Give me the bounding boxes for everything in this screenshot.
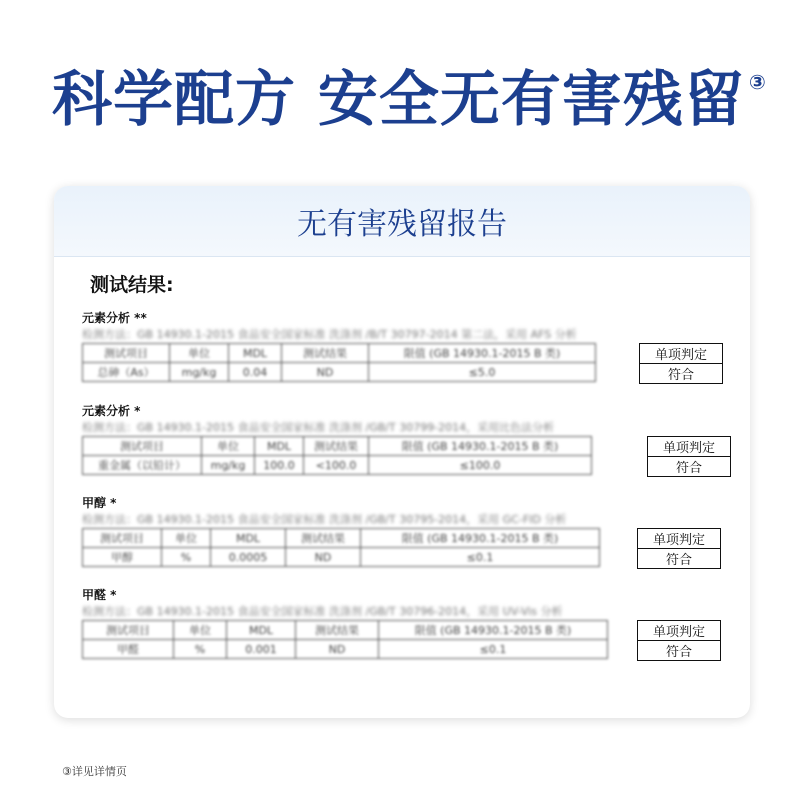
table-cell: 测试结果 (282, 344, 369, 363)
judgment-table (637, 620, 721, 661)
test-section-methanol (82, 494, 732, 570)
test-method: 检测方法：GB 14930.1-2015 食品安全国家标准 洗涤剂 /GB/T 30799-2014，采用比色法分析 (82, 421, 555, 434)
table-cell: MDL (227, 621, 296, 640)
table-cell: 限值 (GB 14930.1-2015 B 类) (369, 437, 592, 456)
results-label: 测试结果: (90, 274, 174, 296)
table-cell: 测试项目 (83, 621, 174, 640)
table-cell: 单位 (174, 621, 227, 640)
test-section-arsenic (82, 309, 732, 385)
table-cell: 测试项目 (83, 344, 170, 363)
table-cell: ≤0.1 (361, 548, 600, 567)
footnote-marker: ③ (748, 70, 766, 94)
table-cell: 0.001 (227, 640, 296, 659)
result-grid (82, 343, 732, 385)
table-cell: 单位 (202, 437, 255, 456)
table-cell: 0.04 (229, 363, 282, 382)
judgment-value: 符合 (648, 457, 731, 477)
test-section-heavy-metal (82, 402, 732, 478)
table-cell: ND (296, 640, 379, 659)
test-method: 检测方法：GB 14930.1-2015 食品安全国家标准 洗涤剂 /B/T 30797-2014 第二法，采用 AFS 分析 (82, 328, 577, 341)
test-section-formaldehyde (82, 586, 732, 662)
table-cell: 测试项目 (83, 437, 202, 456)
table-row (83, 363, 596, 382)
table-cell: 测试结果 (304, 437, 369, 456)
judgment-table (647, 436, 731, 477)
table-cell: 限值 (GB 14930.1-2015 B 类) (361, 529, 600, 548)
table-cell: 100.0 (255, 456, 304, 475)
result-grid (82, 528, 732, 570)
table-cell: MDL (255, 437, 304, 456)
result-table (82, 343, 596, 382)
judgment-value: 符合 (638, 641, 721, 661)
table-cell: 测试结果 (296, 621, 379, 640)
result-table (82, 436, 592, 475)
table-header-row (83, 344, 596, 363)
table-cell: MDL (211, 529, 286, 548)
judgment-value: 符合 (640, 364, 723, 384)
test-method: 检测方法：GB 14930.1-2015 食品安全国家标准 洗涤剂 /GB/T 30796-2014，采用 UV-Vis 分析 (82, 605, 563, 618)
table-header-row (83, 437, 592, 456)
table-cell: ND (282, 363, 369, 382)
table-cell: % (174, 640, 227, 659)
judgment-header: 单项判定 (648, 437, 731, 457)
table-cell: MDL (229, 344, 282, 363)
report-card (54, 186, 750, 718)
judgment-header: 单项判定 (638, 621, 721, 641)
report-title: 无有害残留报告 (54, 186, 750, 257)
table-cell: <100.0 (304, 456, 369, 475)
judgment-table (637, 528, 721, 569)
table-cell: ≤100.0 (369, 456, 592, 475)
judgment-header: 单项判定 (640, 344, 723, 364)
table-cell: % (162, 548, 211, 567)
headline (52, 62, 766, 138)
table-cell: 0.0005 (211, 548, 286, 567)
table-cell: 重金属（以铅计） (83, 456, 202, 475)
judgment-table (639, 343, 723, 384)
judgment-value: 符合 (638, 549, 721, 569)
table-cell: ≤5.0 (369, 363, 596, 382)
headline-title: 科学配方 安全无有害残留 (52, 65, 745, 135)
table-cell: ND (286, 548, 361, 567)
table-cell: 单位 (162, 529, 211, 548)
test-method: 检测方法：GB 14930.1-2015 食品安全国家标准 洗涤剂 /GB/T 30795-2014，采用 GC-FID 分析 (82, 513, 567, 526)
table-header-row (83, 529, 600, 548)
result-grid (82, 620, 732, 662)
table-cell: 甲醛 (83, 640, 174, 659)
table-cell: ≤0.1 (379, 640, 608, 659)
footnote: ③详见详情页 (62, 765, 127, 778)
table-row (83, 640, 608, 659)
table-cell: mg/kg (170, 363, 229, 382)
result-table (82, 620, 608, 659)
table-header-row (83, 621, 608, 640)
result-table (82, 528, 600, 567)
section-title: 元素分析 * (82, 404, 141, 418)
table-cell: 总砷（As） (83, 363, 170, 382)
result-grid (82, 436, 732, 478)
table-row (83, 548, 600, 567)
table-cell: mg/kg (202, 456, 255, 475)
section-title: 甲醇 * (82, 496, 117, 510)
table-cell: 测试项目 (83, 529, 162, 548)
section-title: 甲醛 * (82, 588, 117, 602)
section-title: 元素分析 ** (82, 311, 147, 325)
table-cell: 限值 (GB 14930.1-2015 B 类) (369, 344, 596, 363)
table-cell: 单位 (170, 344, 229, 363)
table-row (83, 456, 592, 475)
judgment-header: 单项判定 (638, 529, 721, 549)
table-cell: 测试结果 (286, 529, 361, 548)
table-cell: 限值 (GB 14930.1-2015 B 类) (379, 621, 608, 640)
table-cell: 甲醇 (83, 548, 162, 567)
